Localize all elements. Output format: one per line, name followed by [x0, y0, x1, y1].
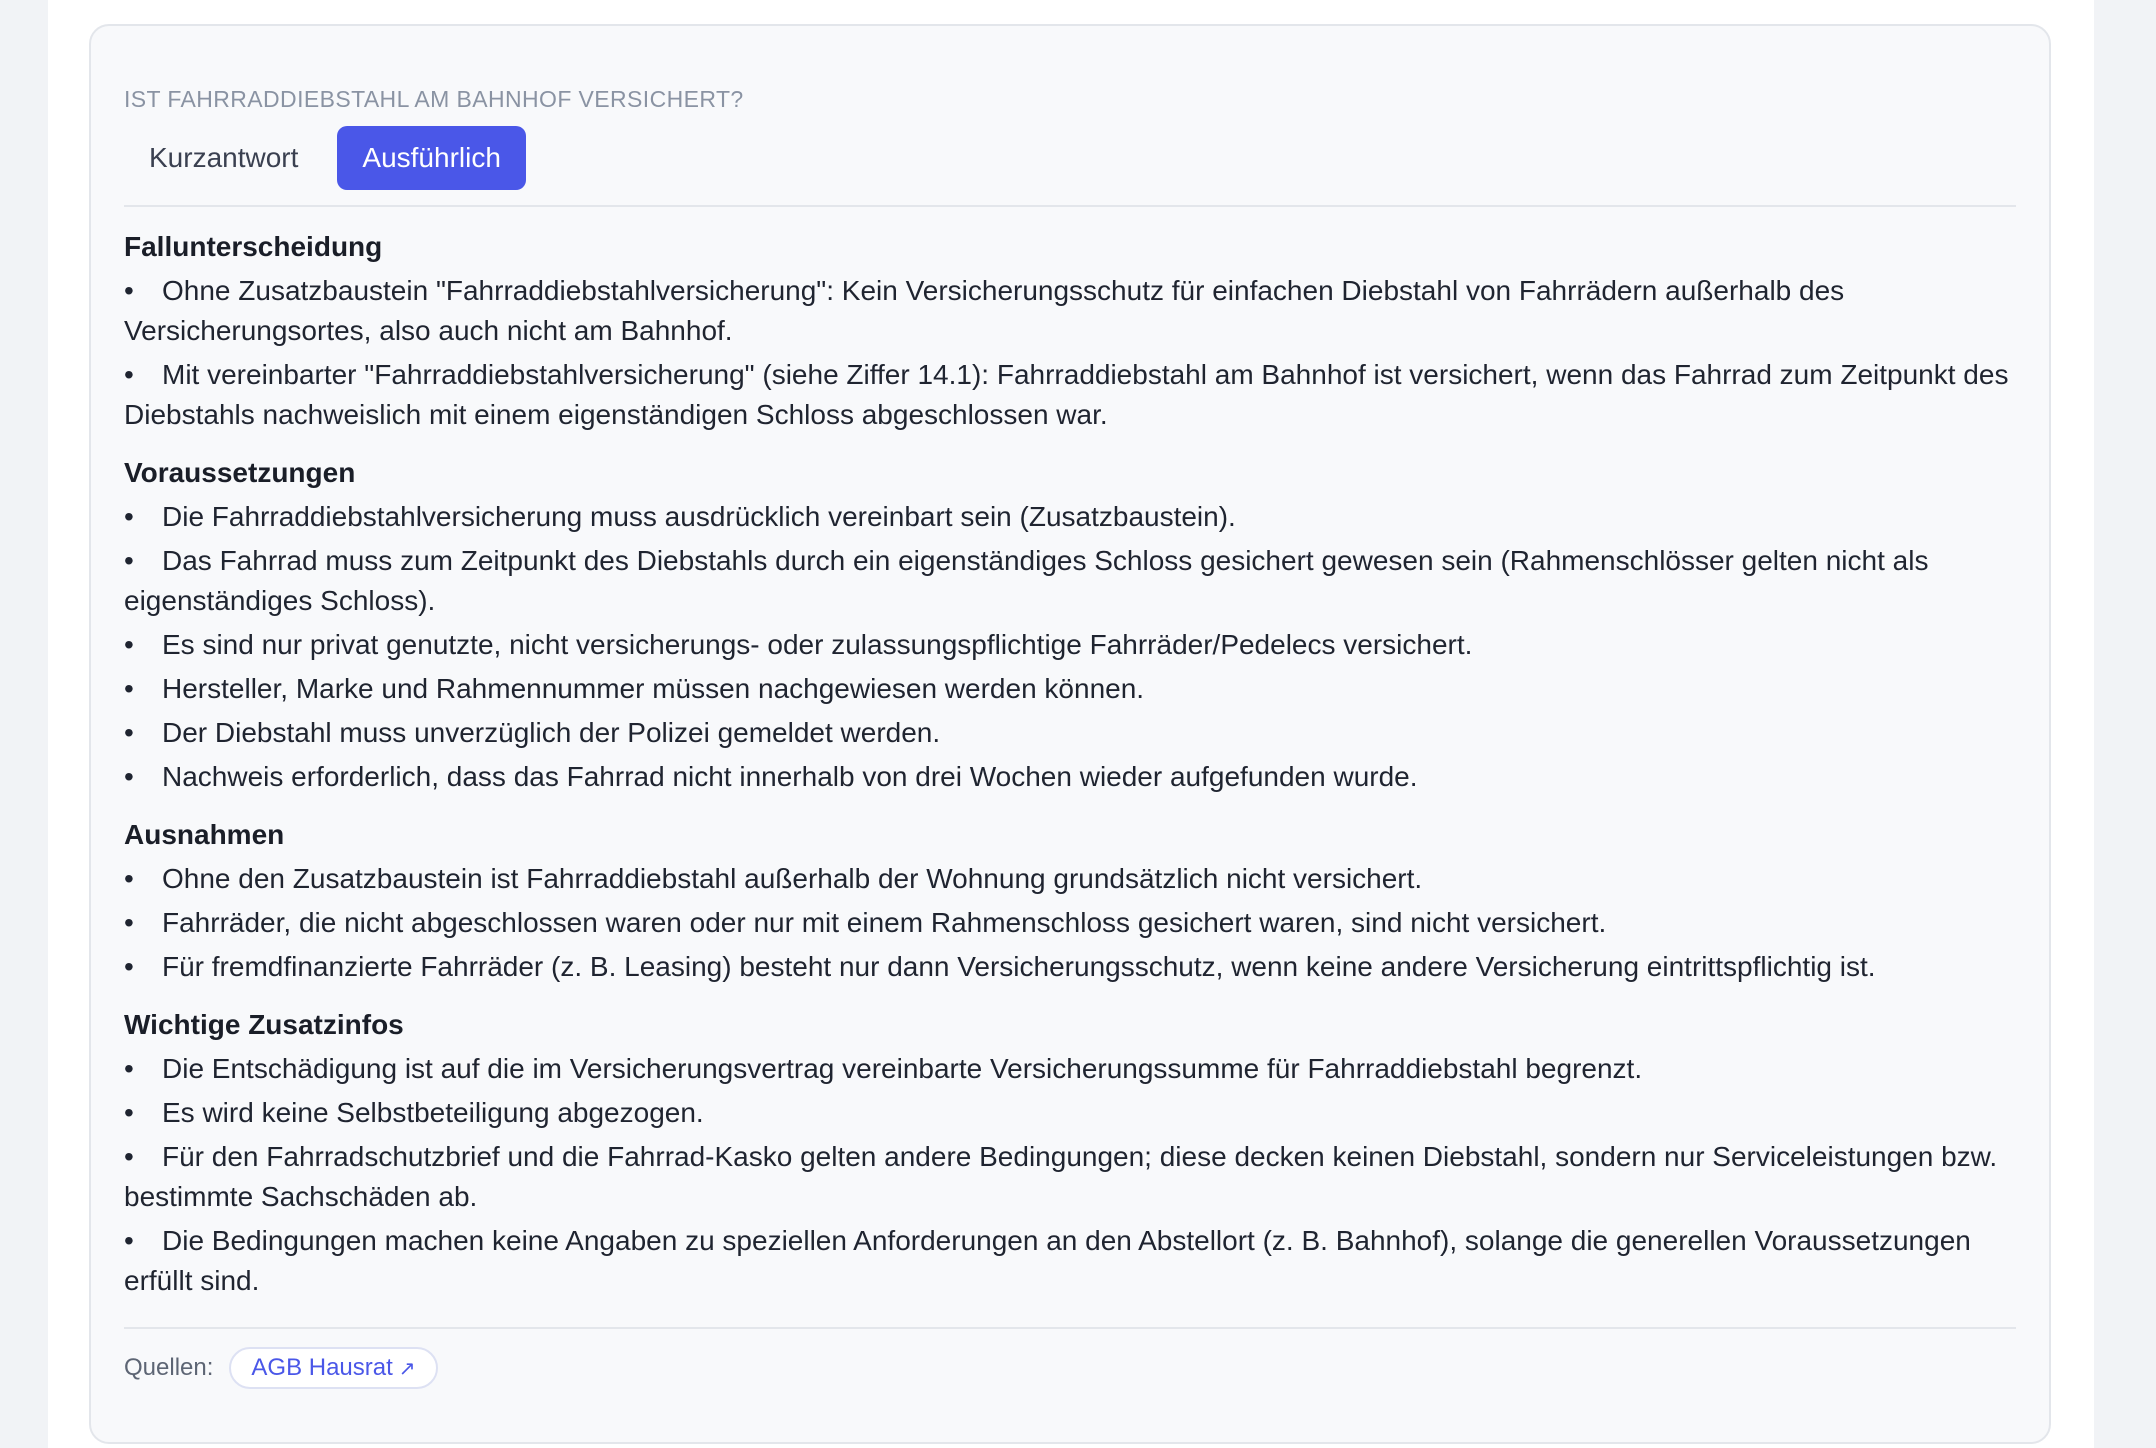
bullet-icon: •: [124, 1053, 134, 1084]
list-item-text: Nachweis erforderlich, dass das Fahrrad nicht innerhalb von drei Wochen wieder aufgefunden wurde.: [162, 761, 1418, 792]
section: [124, 455, 2016, 797]
bullet-icon: •: [124, 863, 134, 894]
bullet-icon: •: [124, 629, 134, 660]
page: [48, 0, 2094, 1448]
question-title: IST FAHRRADDIEBSTAHL AM BAHNHOF VERSICHERT?: [124, 86, 744, 112]
list-item: [124, 541, 2016, 621]
bullet-icon: •: [124, 1141, 134, 1172]
bullet-icon: •: [124, 717, 134, 748]
bullet-list: [124, 1049, 2016, 1301]
list-item-text: Hersteller, Marke und Rahmennummer müssen nachgewiesen werden können.: [162, 673, 1145, 704]
list-item: [124, 1049, 2016, 1089]
list-item-text: Es wird keine Selbstbeteiligung abgezogen.: [162, 1097, 704, 1128]
bullet-icon: •: [124, 359, 134, 390]
list-item-text: Die Bedingungen machen keine Angaben zu speziellen Anforderungen an den Abstellort (z. B. Bahnhof), solange die generellen Voraussetzungen erfüllt sind.: [124, 1225, 1971, 1296]
list-item-text: Es sind nur privat genutzte, nicht versicherungs- oder zulassungspflichtige Fahrräder/Pedelecs versichert.: [162, 629, 1473, 660]
list-item-text: Die Entschädigung ist auf die im Versicherungsvertrag vereinbarte Versicherungssumme für Fahrraddiebstahl begrenzt.: [162, 1053, 1643, 1084]
bullet-icon: •: [124, 951, 134, 982]
list-item: [124, 713, 2016, 753]
list-item: [124, 903, 2016, 943]
list-item-text: Ohne Zusatzbaustein "Fahrraddiebstahlversicherung": Kein Versicherungsschutz für einfachen Diebstahl von Fahrrädern außerhalb des Versicherungsortes, also auch nicht am Bahnhof.: [124, 275, 1845, 346]
tab-kurzantwort[interactable]: Kurzantwort: [149, 142, 299, 173]
bullet-icon: •: [124, 501, 134, 532]
list-item-text: Der Diebstahl muss unverzüglich der Polizei gemeldet werden.: [162, 717, 941, 748]
list-item: [124, 1137, 2016, 1217]
section-title: Wichtige Zusatzinfos: [124, 1009, 404, 1040]
sources-bar: [124, 1329, 2016, 1407]
external-link-icon: ↗: [398, 1357, 416, 1380]
list-item-text: Fahrräder, die nicht abgeschlossen waren oder nur mit einem Rahmenschloss gesichert waren, sind nicht versichert.: [162, 907, 1607, 938]
section-title: Ausnahmen: [124, 819, 285, 850]
answer-content: [124, 207, 2016, 1301]
bullet-icon: •: [124, 275, 134, 306]
section: [124, 229, 2016, 435]
bullet-icon: •: [124, 1225, 134, 1256]
bullet-list: [124, 859, 2016, 987]
list-item-text: Für fremdfinanzierte Fahrräder (z. B. Leasing) besteht nur dann Versicherungsschutz, wenn keine andere Versicherung eintrittspflichtig ist.: [162, 951, 1876, 982]
section: [124, 1007, 2016, 1301]
list-item: [124, 1093, 2016, 1133]
answer-card: [89, 24, 2051, 1444]
tab-ausfuehrlich[interactable]: Ausführlich: [337, 126, 526, 190]
section-title: Voraussetzungen: [124, 457, 356, 488]
bullet-icon: •: [124, 673, 134, 704]
bullet-icon: •: [124, 1097, 134, 1128]
section: [124, 817, 2016, 987]
list-item: [124, 271, 2016, 351]
list-item: [124, 355, 2016, 435]
list-item-text: Mit vereinbarter "Fahrraddiebstahlversicherung" (siehe Ziffer 14.1): Fahrraddiebstahl am Bahnhof ist versichert, wenn das Fahrrad zum Zeitpunkt des Diebstahls nachweislich mit einem eigenständigen Schloss abgeschlossen war.: [124, 359, 2009, 430]
bullet-icon: •: [124, 545, 134, 576]
bullet-icon: •: [124, 907, 134, 938]
list-item-text: Ohne den Zusatzbaustein ist Fahrraddiebstahl außerhalb der Wohnung grundsätzlich nicht versichert.: [162, 863, 1423, 894]
answer-tabs: [124, 126, 2016, 190]
source-chip-agb-hausrat[interactable]: [229, 1347, 437, 1389]
list-item: [124, 859, 2016, 899]
bullet-list: [124, 497, 2016, 797]
list-item-text: Für den Fahrradschutzbrief und die Fahrrad-Kasko gelten andere Bedingungen; diese decken keinen Diebstahl, sondern nur Serviceleistungen bzw. bestimmte Sachschäden ab.: [124, 1141, 1998, 1212]
bullet-icon: •: [124, 761, 134, 792]
list-item-text: Das Fahrrad muss zum Zeitpunkt des Diebstahls durch ein eigenständiges Schloss gesichert gewesen sein (Rahmenschlösser gelten nicht als eigenständiges Schloss).: [124, 545, 1929, 616]
list-item: [124, 669, 2016, 709]
sources-label: Quellen:: [124, 1354, 214, 1381]
list-item: [124, 497, 2016, 537]
list-item: [124, 757, 2016, 797]
source-chip-label: AGB Hausrat: [251, 1354, 393, 1381]
bullet-list: [124, 271, 2016, 435]
list-item: [124, 1221, 2016, 1301]
list-item-text: Die Fahrraddiebstahlversicherung muss ausdrücklich vereinbart sein (Zusatzbaustein).: [162, 501, 1236, 532]
section-title: Fallunterscheidung: [124, 231, 383, 262]
list-item: [124, 947, 2016, 987]
list-item: [124, 625, 2016, 665]
